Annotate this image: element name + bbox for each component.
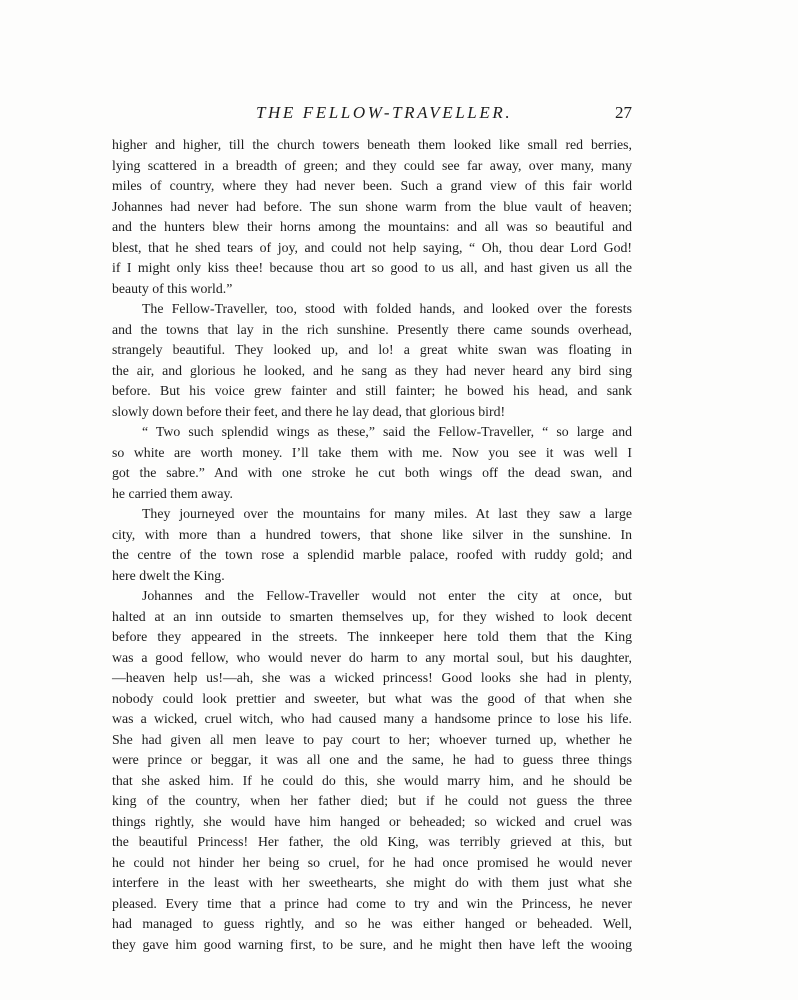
text-line: miles of country, where they had never been. Such a grand view of this fair world <box>112 178 632 193</box>
text-line: was a wicked, cruel witch, who had caused many a handsome prince to lose his life. <box>112 711 632 726</box>
running-title: THE FELLOW-TRAVELLER. <box>256 103 513 122</box>
text-line: slowly down before their feet, and there he lay dead, that glorious bird! <box>112 403 506 419</box>
text-line: was a good fellow, who would never do harm to any mortal soul, but his daughter, <box>112 649 632 665</box>
text-line: things rightly, she would have him hanged or beheaded; so wicked and cruel was <box>112 813 632 829</box>
text-line: blest, that he shed tears of joy, and could not help saying, “ Oh, thou dear Lord God! <box>112 239 632 255</box>
text-line: he could not hinder her being so cruel, for he had once promised he would never <box>112 854 632 870</box>
text-line: they gave him good warning first, to be sure, and he might then have left the wooing <box>112 936 632 952</box>
text-line: had managed to guess rightly, and so he was either hanged or beheaded. Well, <box>112 916 632 931</box>
text-line: the air, and glorious he looked, and he sang as they had never heard any bird sing <box>112 362 632 378</box>
text-line: if I might only kiss thee! because thou art so good to us all, and hast given us all the <box>112 260 632 275</box>
paragraph <box>112 135 632 299</box>
text-line: the centre of the town rose a splendid marble palace, roofed with ruddy gold; and <box>112 547 632 562</box>
text-line: beauty of this world.” <box>112 280 233 296</box>
text-line: They journeyed over the mountains for many miles. At last they saw a large <box>142 506 632 521</box>
text-line: and the hunters blew their horns among the mountains: and all was so beautiful and <box>112 219 632 234</box>
text-line: She had given all men leave to pay court to her; whoever turned up, whether he <box>112 731 632 747</box>
paragraph <box>112 504 632 586</box>
text-line: Johannes had never had before. The sun shone warm from the blue vault of heaven; <box>112 198 632 214</box>
paragraph <box>112 586 632 955</box>
text-line: here dwelt the King. <box>112 567 225 583</box>
text-line: king of the country, when her father died; but if he could not guess the three <box>112 793 632 808</box>
text-line: before they appeared in the streets. The innkeeper here told them that the King <box>112 629 632 644</box>
text-line: strangely beautiful. They looked up, and lo! a great white swan was floating in <box>112 342 632 357</box>
text-line: he carried them away. <box>112 485 233 501</box>
text-line: “ Two such splendid wings as these,” said the Fellow-Traveller, “ so large and <box>142 424 632 439</box>
text-line: interfere in the least with her sweethearts, she might do with them just what she <box>112 875 632 890</box>
text-line: higher and higher, till the church towers beneath them looked like small red berries, <box>112 137 632 152</box>
paragraph <box>112 299 632 422</box>
text-line: so white are worth money. I’ll take them with me. Now you see it was well I <box>112 444 632 460</box>
text-line: —heaven help us!—ah, she was a wicked princess! Good looks she had in plenty, <box>112 670 632 685</box>
text-line: nobody could look prettier and sweeter, but what was the good of that when she <box>112 690 632 706</box>
text-line: and the towns that lay in the rich sunshine. Presently there came sounds overhead, <box>112 321 632 337</box>
page-header <box>112 103 632 127</box>
body-text <box>112 135 632 955</box>
text-line: halted at an inn outside to smarten themselves up, for they wished to look decent <box>112 608 632 624</box>
text-line: were prince or beggar, it was all one and the same, he had to guess three things <box>112 752 632 767</box>
text-line: the beautiful Princess! Her father, the old King, was terribly grieved at this, but <box>112 834 632 849</box>
text-line: The Fellow-Traveller, too, stood with folded hands, and looked over the forests <box>142 301 632 316</box>
text-line: pleased. Every time that a prince had come to try and win the Princess, he never <box>112 895 632 911</box>
text-line: city, with more than a hundred towers, that shone like silver in the sunshine. In <box>112 526 632 542</box>
text-line: got the sabre.” And with one stroke he cut both wings off the dead swan, and <box>112 465 632 480</box>
text-line: Johannes and the Fellow-Traveller would not enter the city at once, but <box>142 588 632 603</box>
page-number: 27 <box>615 103 632 122</box>
text-line: that she asked him. If he could do this, she would marry him, and he should be <box>112 772 632 788</box>
text-line: lying scattered in a breadth of green; and they could see far away, over many, many <box>112 157 632 173</box>
text-line: before. But his voice grew fainter and still fainter; he bowed his head, and sank <box>112 383 632 398</box>
paragraph <box>112 422 632 504</box>
